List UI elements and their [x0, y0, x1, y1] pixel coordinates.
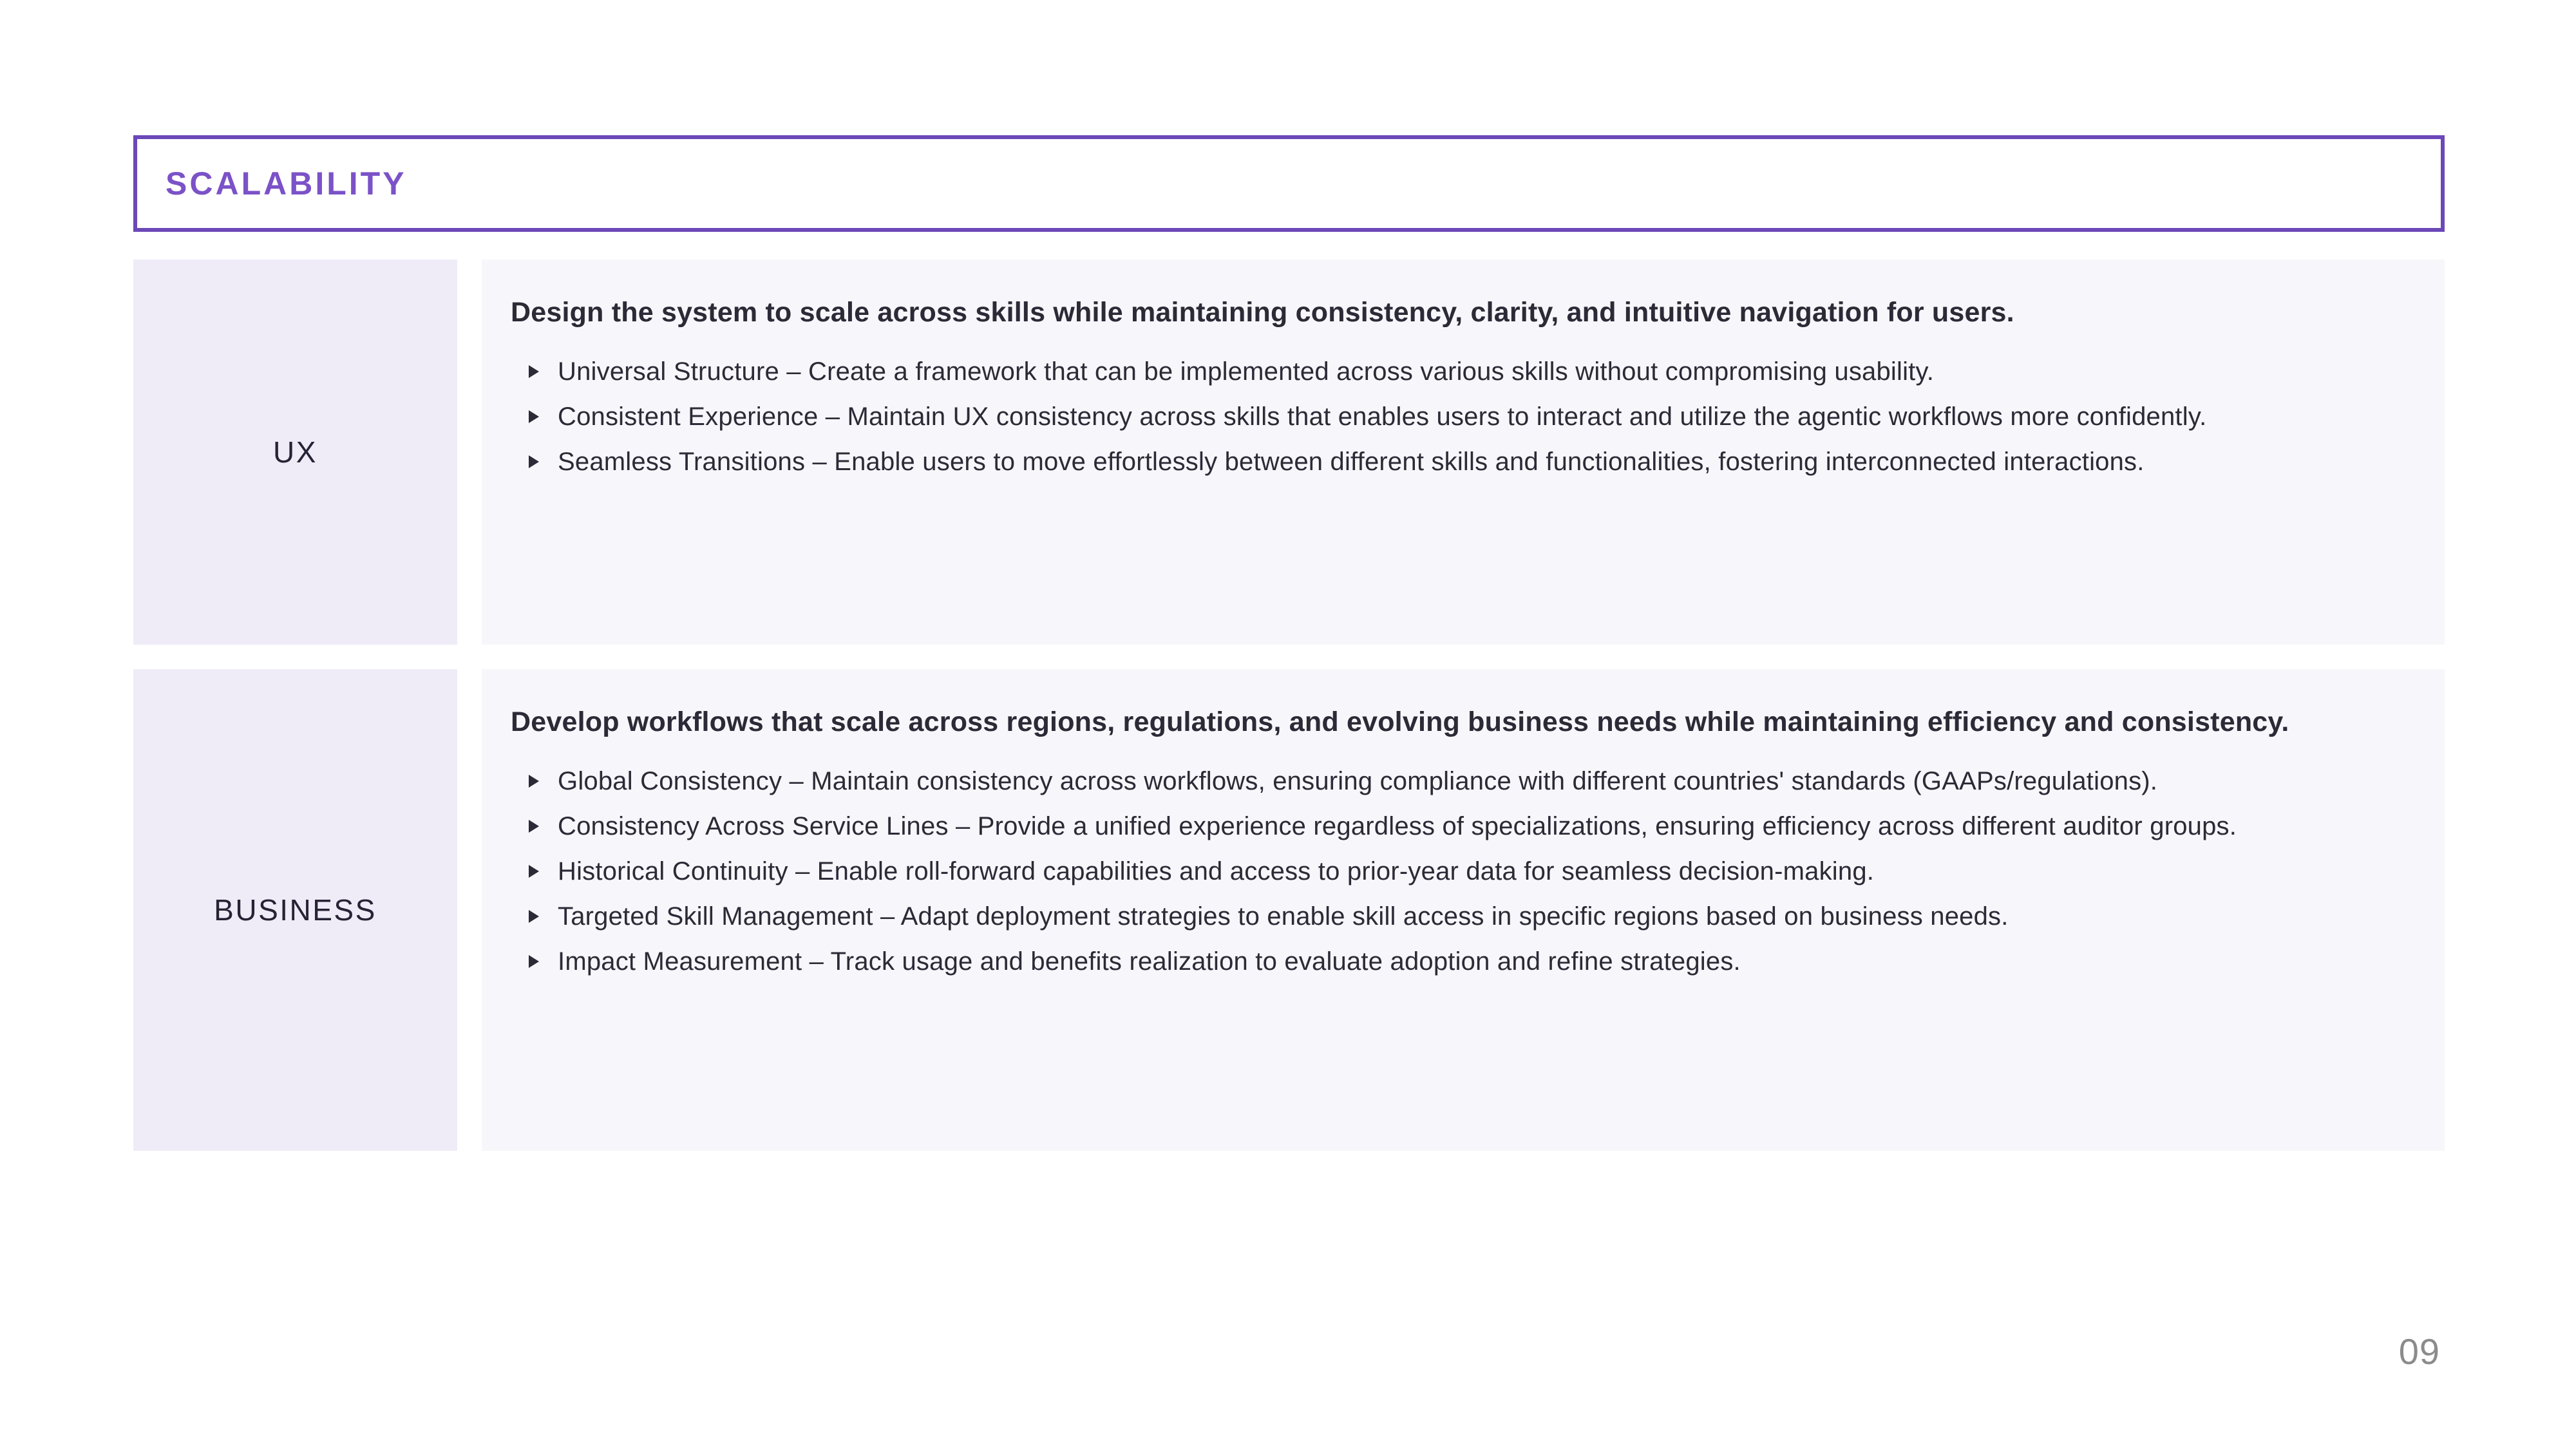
- bullet-triangle-icon: [529, 955, 539, 968]
- bullet-item: [511, 439, 2297, 484]
- bullet-text: Global Consistency – Maintain consistency across workflows, ensuring compliance with different countries' standards (GAAPs/regulations).: [558, 767, 2158, 795]
- row-label-ux: UX: [273, 435, 317, 469]
- bullet-text: Impact Measurement – Track usage and benefits realization to evaluate adoption and refine strategies.: [558, 947, 1741, 976]
- bullet-item: [511, 939, 2297, 984]
- bullet-text: Historical Continuity – Enable roll-forward capabilities and access to prior-year data for seamless decision-making.: [558, 857, 1875, 886]
- bullet-list-ux: [511, 349, 2406, 484]
- section-heading-ux: Design the system to scale across skills while maintaining consistency, clarity, and intuitive navigation for users.: [511, 297, 2014, 328]
- bullet-triangle-icon: [529, 820, 539, 833]
- bullet-text: Consistent Experience – Maintain UX consistency across skills that enables users to interact and utilize the agentic workflows more confidently.: [558, 402, 2207, 431]
- bullet-text: Consistency Across Service Lines – Provide a unified experience regardless of specializations, ensuring efficiency across different auditor groups.: [558, 812, 2237, 840]
- bullet-item: [511, 349, 2297, 394]
- bullet-triangle-icon: [529, 365, 539, 378]
- bullet-item: [511, 759, 2297, 804]
- bullet-item: [511, 394, 2297, 439]
- bullet-triangle-icon: [529, 775, 539, 788]
- bullet-item: [511, 894, 2297, 939]
- page-number: 09: [2398, 1331, 2440, 1372]
- bullet-list-business: [511, 759, 2406, 984]
- bullet-text: Targeted Skill Management – Adapt deployment strategies to enable skill access in specific regions based on business needs.: [558, 902, 2009, 931]
- row-business: [133, 669, 2445, 1151]
- row-label-cell-business: [133, 669, 457, 1151]
- section-heading-business: Develop workflows that scale across regions, regulations, and evolving business needs while maintaining efficiency and consistency.: [511, 706, 2289, 737]
- bullet-triangle-icon: [529, 865, 539, 878]
- bullet-text: Universal Structure – Create a framework that can be implemented across various skills without compromising usability.: [558, 357, 1935, 386]
- row-ux: [133, 260, 2445, 645]
- row-label-business: BUSINESS: [214, 893, 377, 927]
- bullet-item: [511, 849, 2297, 894]
- slide-title: SCALABILITY: [166, 166, 407, 202]
- row-content-ux: [482, 260, 2445, 645]
- bullet-text: Seamless Transitions – Enable users to move effortlessly between different skills and functionalities, fostering interconnected interactions.: [558, 448, 2145, 476]
- bullet-triangle-icon: [529, 455, 539, 468]
- row-label-cell-ux: [133, 260, 457, 645]
- bullet-item: [511, 804, 2297, 849]
- bullet-triangle-icon: [529, 410, 539, 423]
- bullet-triangle-icon: [529, 910, 539, 923]
- slide-title-box: [133, 135, 2445, 232]
- row-content-business: [482, 669, 2445, 1151]
